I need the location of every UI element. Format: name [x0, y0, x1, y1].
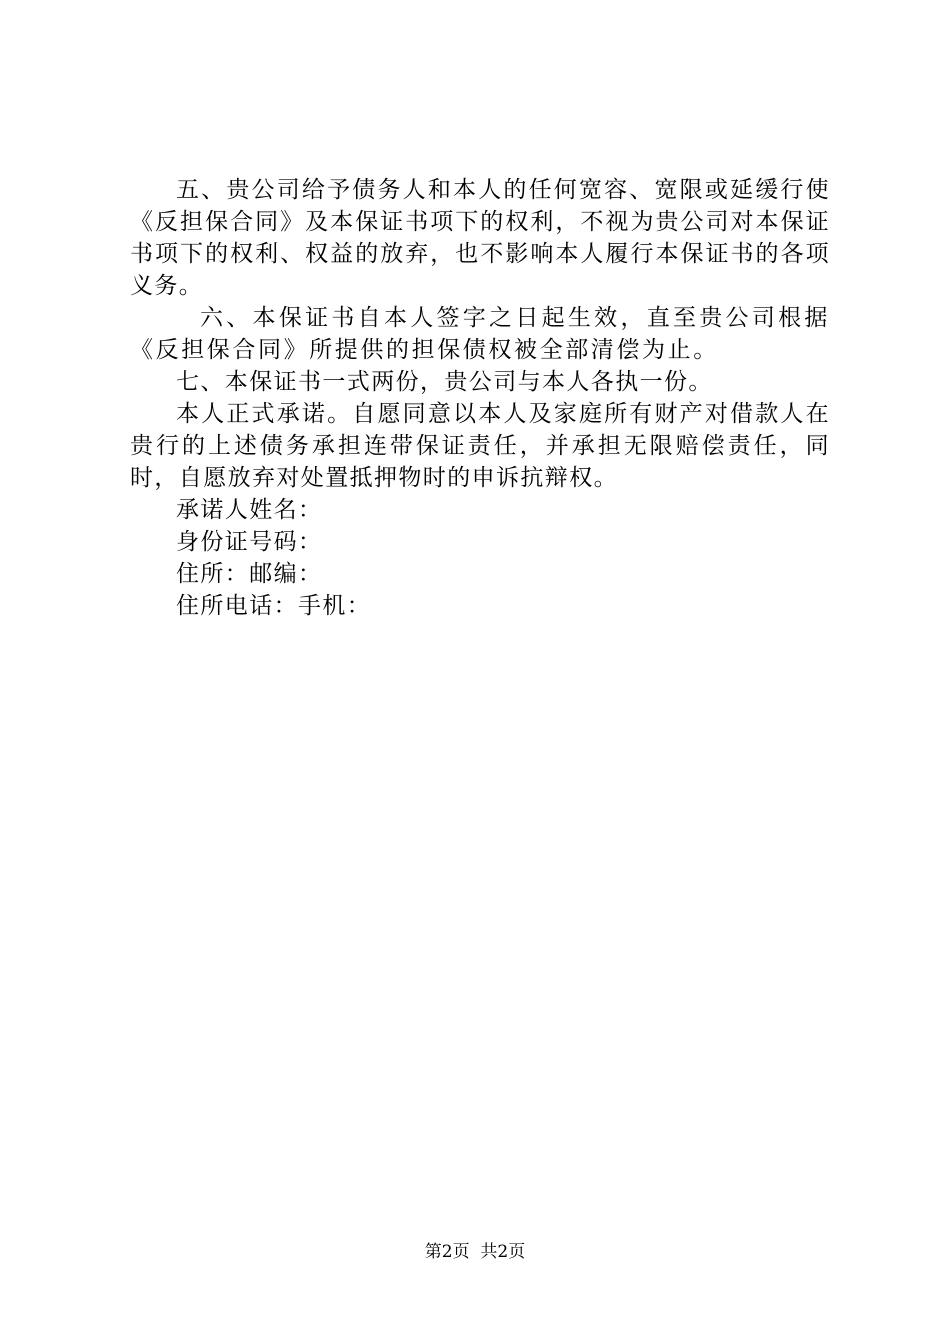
paragraph-clause-6: 六、本保证书自本人签字之日起生效，直至贵公司根据《反担保合同》所提供的担保债权被全部清偿为止。 — [130, 305, 830, 363]
page-number-footer: 第2页 共2页 — [424, 1242, 526, 1262]
paragraph-clause-7: 七、本保证书一式两份，贵公司与本人各执一份。 — [176, 369, 713, 395]
document-body — [130, 174, 830, 622]
field-guarantor-name: 承诺人姓名： — [176, 497, 323, 523]
paragraph-clause-5: 五、贵公司给予债务人和本人的任何宽容、宽限或延缓行使《反担保合同》及本保证书项下的权利，不视为贵公司对本保证书项下的权利、权益的放弃，也不影响本人履行本保证书的各项义务。 — [130, 177, 830, 299]
field-address-postcode: 住所：邮编： — [176, 561, 323, 587]
field-id-number: 身份证号码： — [176, 529, 323, 555]
field-phone-mobile: 住所电话：手机： — [176, 593, 372, 619]
paragraph-commitment: 本人正式承诺。自愿同意以本人及家庭所有财产对借款人在贵行的上述债务承担连带保证责任，并承担无限赔偿责任，同时，自愿放弃对处置抵押物时的申诉抗辩权。 — [130, 401, 830, 491]
